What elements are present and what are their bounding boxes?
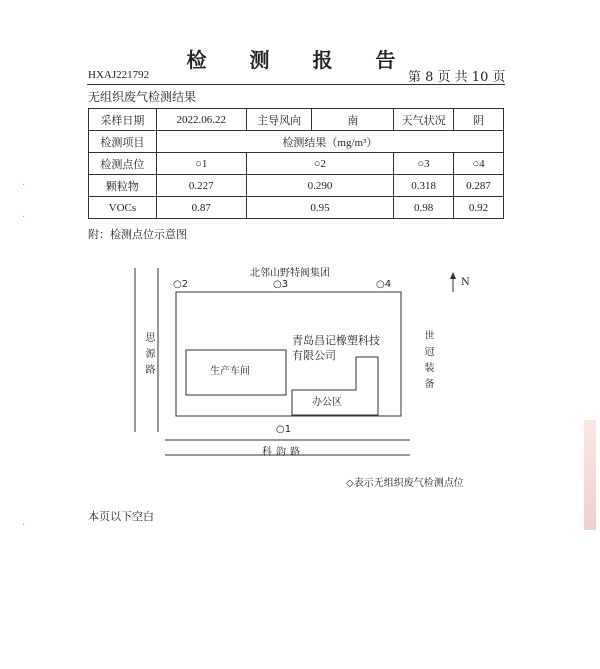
pollutant-name: VOCs xyxy=(89,197,157,219)
scan-mark: · xyxy=(22,180,26,191)
result-value: 0.92 xyxy=(454,197,504,219)
point-header: ○4 xyxy=(454,153,504,175)
workshop-label: 生产车间 xyxy=(210,366,250,377)
test-point-4: ○4 xyxy=(376,279,392,290)
office-label: 办公区 xyxy=(312,397,342,408)
diagram-note: 附：检测点位示意图 xyxy=(88,228,187,241)
test-item-label: 检测项目 xyxy=(89,131,157,153)
wind-direction-value: 南 xyxy=(312,109,394,131)
result-value: 0.227 xyxy=(156,175,246,197)
result-value: 0.290 xyxy=(246,175,394,197)
scan-mark: · xyxy=(22,212,26,223)
company-name-line1: 青岛昌记橡塑科技 xyxy=(292,334,380,347)
pollutant-name: 颗粒物 xyxy=(89,175,157,197)
section-title: 无组织废气检测结果 xyxy=(88,90,197,104)
result-value: 0.318 xyxy=(394,175,454,197)
map-legend: ◇表示无组织废气检测点位 xyxy=(346,478,464,489)
west-road-label: 思源路 xyxy=(143,332,154,380)
east-neighbor-label: 世冠装备 xyxy=(422,330,433,394)
point-header: ○3 xyxy=(394,153,454,175)
result-value: 0.95 xyxy=(246,197,394,219)
page-indicator: 第 8 页 共 10 页 xyxy=(408,70,506,85)
result-value: 0.287 xyxy=(454,175,504,197)
test-point-1: ○1 xyxy=(276,424,292,435)
north-neighbor-label: 北邻山野特阀集团 xyxy=(250,268,330,279)
test-point-3: ○3 xyxy=(273,279,289,290)
site-boundary xyxy=(176,292,401,416)
point-header: ○2 xyxy=(246,153,394,175)
north-label: N xyxy=(461,277,470,288)
weather-label: 天气状况 xyxy=(394,109,454,131)
result-unit-label: 检测结果（mg/m³） xyxy=(156,131,503,153)
result-value: 0.87 xyxy=(156,197,246,219)
sample-date-label: 采样日期 xyxy=(89,109,157,131)
test-point-label: 检测点位 xyxy=(89,153,157,175)
sample-date-value: 2022.06.22 xyxy=(156,109,246,131)
result-value: 0.98 xyxy=(394,197,454,219)
north-arrow-head-icon xyxy=(450,272,456,279)
south-road-label: 科韵路 xyxy=(262,447,304,458)
weather-value: 阴 xyxy=(454,109,504,131)
report-title: 检 测 报 告 xyxy=(186,48,414,72)
point-header: ○1 xyxy=(156,153,246,175)
blank-below-note: 本页以下空白 xyxy=(88,510,154,523)
company-name-line2: 有限公司 xyxy=(292,349,336,362)
wind-direction-label: 主导风向 xyxy=(246,109,312,131)
scan-mark: · xyxy=(22,520,26,531)
seal-stamp-edge xyxy=(584,420,596,530)
test-point-2: ○2 xyxy=(173,279,189,290)
report-number: HXAJ221792 xyxy=(88,69,150,81)
